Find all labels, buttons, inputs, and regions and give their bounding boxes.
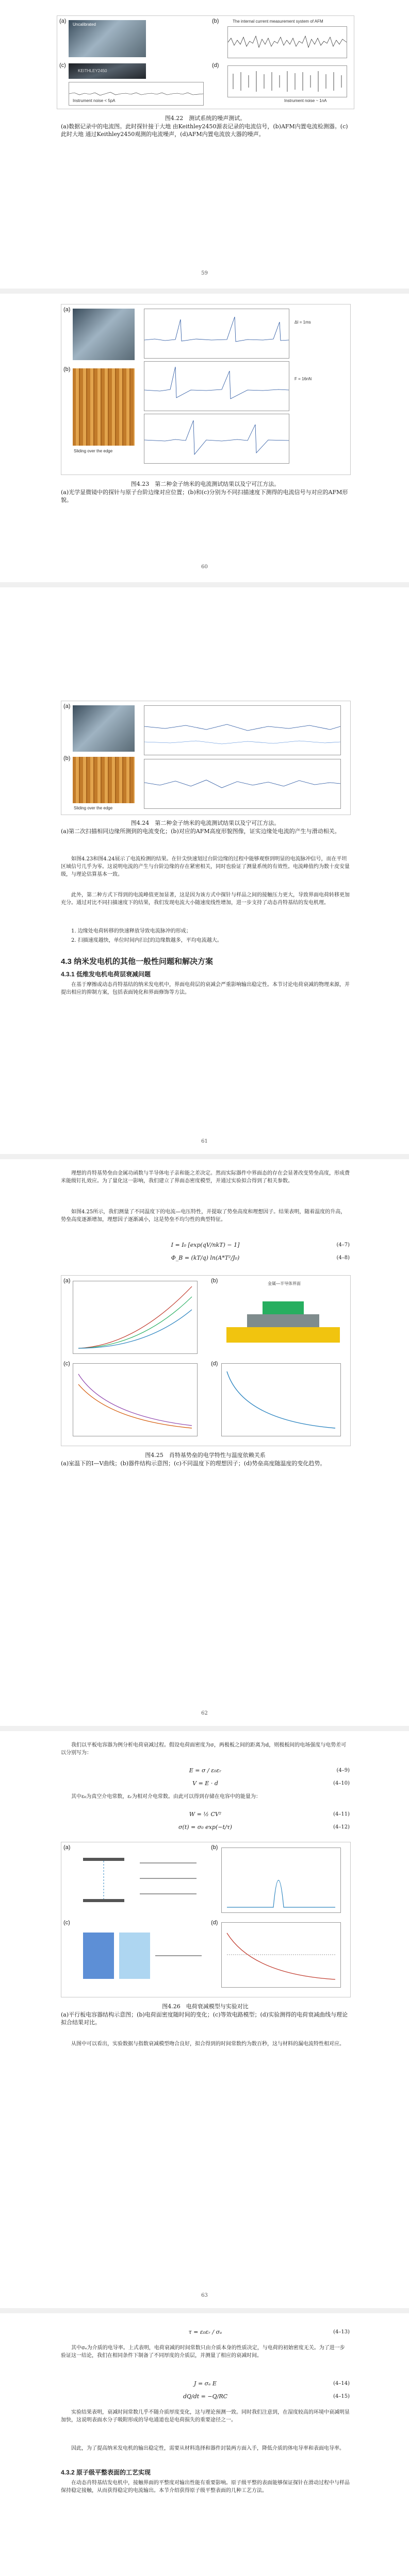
subfigure-label-c: (c) [63, 1920, 70, 1926]
equation-number: (4–15) [333, 2394, 350, 2399]
figure-4-26-caption-title: 图4.26 电荷衰减模型与实验对比 [162, 2003, 249, 2010]
equation-number: (4–13) [333, 2329, 350, 2335]
page-number: 63 [201, 2293, 208, 2298]
figure-4-23 [61, 304, 351, 475]
figure-4-25 [61, 1275, 351, 1446]
paragraph: 因此，为了提高纳米发电机的输出稳定性，需要从材料选择和器件封装两方面入手，降低介质的体电导率和表面电导率。 [71, 2446, 345, 2451]
subfigure-label-c: (c) [59, 62, 66, 69]
paragraph: 2. 扫描速度越快，单位时间内扫过的边缘数越多，平均电流越大。 [71, 938, 222, 943]
section-heading: 4.3 纳米发电机的其他一般性问题和解决方案 [61, 957, 214, 966]
paragraph: 我们以平板电容器为例分析电荷衰减过程。假设电荷面密度为σ，两极板之间的距离为d，则极板间的电场强度与电势差可以分别写为： [61, 1742, 347, 1756]
subfigure-label-a: (a) [63, 703, 71, 709]
paragraph: 此外，第二种方式下得到的电流峰值更加显著，这是因为该方式中探针与样品之间的接触压力更大，导致界面电荷转移更加充分。通过对比不同扫描速度下的结果，我们发现电流大小随速度线性增加，进一步支持了动态肖特基结的发电机理。 [61, 892, 350, 906]
paragraph: 实验结果表明，衰减时间常数几乎不随介质厚度变化，这与理论预测一致。同时我们注意到，在湿度较高的环境中衰减明显加快，这说明表面水分子吸附形成的导电通道也是电荷损失的重要途径之一。 [61, 2410, 350, 2423]
equation-number: (4–9) [336, 1768, 350, 1773]
page-number: 60 [201, 564, 208, 570]
subfigure-label-b: (b) [211, 1278, 218, 1284]
equation-number: (4–12) [333, 1824, 350, 1830]
paragraph: 理想的肖特基势垒由金属功函数与半导体电子亲和能之差决定。然而实际器件中界面态的存在会显著改变势垒高度，形成费米能级钉扎效应。为了量化这一影响，我们建立了界面态密度模型，并通过实验拟合得到了相关参数。 [61, 1171, 350, 1184]
current-signal-plot-4 [144, 705, 341, 755]
equation: E = σ / ε₀εᵣ [189, 1767, 222, 1774]
paragraph: 其中ε₀为真空介电常数，εᵣ为相对介电常数。由此可以得到存储在电容中的能量为： [71, 1794, 261, 1800]
page-3 [0, 587, 409, 1154]
equation-number: (4–7) [336, 1242, 350, 1248]
equation: I = I₀ [exp(qV/nkT) − 1] [171, 1242, 240, 1248]
current-signal-trace-1 [144, 309, 289, 358]
page-separator [0, 582, 409, 587]
current-signal-plot-2 [144, 361, 289, 411]
uncalibrated-label: Uncalibrated [73, 22, 96, 27]
figure-4-23-caption-body: (a)光学显微镜中的探针与原子台阶边缘对应位置；(b)和(c)分别为不同扫描速度下测得的电流信号与对应的AFM形貌。 [61, 489, 348, 503]
barrier-height-plot [221, 1363, 341, 1436]
subsection-heading: 4.3.1 低维发电机电荷层衰减问题 [61, 971, 151, 978]
current-signal-plot-3 [144, 414, 289, 464]
photo-probe-second [73, 705, 135, 752]
figure-4-26 [61, 1842, 351, 1997]
equivalent-circuit [73, 1922, 207, 1989]
page-4 [0, 1159, 409, 1726]
figure-4-26-caption-body: (a)平行板电容器结构示意图；(b)电荷面密度随时间的变化；(c)等效电路模型；(d)实验测得的电荷衰减曲线与理论拟合结果对比。 [61, 2011, 348, 2026]
sliding-note: Sliding over the edge [74, 449, 113, 453]
subfigure-label-a: (a) [63, 1278, 71, 1284]
afm-noise-trace [228, 27, 347, 58]
afm-system-title: The internal current measurement system of AFM [233, 19, 323, 24]
subfigure-label-b: (b) [63, 366, 71, 372]
page-separator [0, 2308, 409, 2313]
afm-noise-note: Instrument noise ~ 1nA [284, 98, 327, 103]
subfigure-label-b: (b) [63, 755, 71, 761]
equation: J = σₑ E [194, 2380, 217, 2387]
paragraph: 如图4.25所示，我们测量了不同温度下的电流—电压特性，并提取了势垒高度和理想因子。结果表明，随着温度的升高，势垒高度逐渐增加，理想因子逐渐减小，这是势垒不均匀性的典型特征。 [61, 1209, 346, 1223]
page-6 [0, 2313, 409, 2576]
page-5 [0, 1731, 409, 2308]
photo-probe-tip [73, 309, 135, 360]
paragraph: 其中σₑ为介质的电导率。上式表明，电荷衰减的时间常数只由介质本身的性质决定，与电荷的初始密度无关。为了进一步验证这一结论，我们在相同条件下制备了不同厚度的介质层，并测量了相应的衰减时间。 [61, 2345, 345, 2359]
figure-4-22-caption-title: 图4.22 测试系统的噪声测试。 [165, 115, 246, 122]
equation: τ = ε₀εᵣ / σₑ [188, 2329, 222, 2335]
current-signal-trace-4 [144, 706, 340, 755]
sliding-note: Sliding over the edge [74, 806, 113, 810]
figure-4-25-caption-title: 图4.25 肖特基势垒的电学特性与温度依赖关系 [145, 1452, 266, 1459]
figure-4-22 [57, 15, 354, 109]
iv-curve-traces [73, 1281, 197, 1353]
figure-4-24-caption-body: (a)第二次扫描相同边缘所测到的电流变化；(b)对应的AFM高度形貌图像，证实边缘处电流的产生与滑动相关。 [61, 828, 340, 835]
current-signal-trace-2 [144, 362, 289, 411]
figure-4-22-caption-body: (a)数据记录中的电流图。此时探针接于大地 由Keithley2450源表记录的电流信号，(b)AFM内置电流检测器。(c)此时大地 通过Keithley2450观测的电流噪声，(d)AFM内置电流放大器的噪声。 [61, 123, 348, 138]
equation-number: (4–10) [333, 1781, 350, 1786]
equation: σ(t) = σ₀ exp(−t/τ) [178, 1824, 232, 1831]
paragraph: 1. 边缘处电荷转移的快速释放导致电流脉冲的形成； [71, 928, 191, 934]
equation: W = ½ CV² [189, 1811, 222, 1818]
charge-density-plot [221, 1848, 341, 1913]
equation: Φ_B = (kT/q) ln(A*T²/J₀) [171, 1255, 240, 1261]
current-signal-trace-5 [144, 759, 340, 808]
page-2 [0, 294, 409, 582]
subfigure-label-d: (d) [211, 1920, 218, 1926]
current-signal-trace-3 [144, 414, 289, 463]
page-number: 59 [201, 270, 208, 276]
subsection-heading: 4.3.2 原子级平整表面的工艺实现 [61, 2469, 151, 2476]
legend-delta-i: ΔI = 1ms [295, 320, 311, 325]
current-signal-plot-5 [144, 759, 341, 809]
page-separator [0, 289, 409, 294]
paragraph: 如图4.23和图4.24展示了电流检测的结果。在针尖快速划过台阶边缘的过程中能够观察到明显的电流脉冲信号，而在平坦区域信号几乎为零。这说明电流的产生与台阶边缘的存在紧密相关，同时也验证了测量系统的有效性。电流峰值约为数十皮安量级，与理论估算基本一致。 [61, 856, 350, 877]
subfigure-label-a: (a) [63, 1844, 71, 1851]
subfigure-label-d: (d) [212, 62, 219, 69]
equation-number: (4–11) [333, 1811, 350, 1817]
page-separator [0, 1726, 409, 1731]
equation: V = E · d [192, 1780, 218, 1787]
page-number: 61 [201, 1139, 208, 1144]
page-separator [0, 1154, 409, 1159]
photo-afm-edge [73, 368, 135, 446]
page-1 [0, 0, 409, 289]
decay-curve-trace [222, 1923, 340, 1987]
photo-afm-height [73, 757, 135, 803]
legend-force: F = 16nN [295, 377, 312, 381]
barrier-height-traces [222, 1364, 340, 1436]
subfigure-label-a: (a) [59, 18, 67, 24]
figure-4-24-caption-title: 图4.24 第二种金子纳米的电流测试结果以及宁可江方法。 [130, 820, 280, 826]
device-structure [226, 1296, 340, 1348]
amplifier-noise-trace [228, 66, 347, 97]
subfigure-label-d: (d) [211, 1361, 218, 1367]
current-signal-plot-1 [144, 309, 289, 359]
equation: dQ/dt = −Q/RC [183, 2393, 228, 2400]
equation-number: (4–14) [333, 2381, 350, 2386]
capacitor-diagram [73, 1848, 207, 1914]
keithley-noise-note: Instrument noise < 5pA [73, 98, 116, 103]
subfigure-label-c: (c) [63, 1361, 70, 1367]
decay-curve-plot [221, 1922, 341, 1988]
ideality-factor-traces [73, 1364, 197, 1436]
figure-4-24 [61, 701, 351, 815]
charge-density-trace [222, 1848, 340, 1912]
equation-number: (4–8) [336, 1255, 350, 1261]
interface-label: 金属—半导体界面 [268, 1281, 301, 1286]
keithley-label: KEITHLEY2450 [78, 69, 107, 73]
subfigure-label-a: (a) [63, 307, 71, 313]
figure-4-25-caption-body: (a)室温下的I—V曲线；(b)器件结构示意图；(c)不同温度下的理想因子；(d)势垒高度随温度的变化趋势。 [61, 1460, 326, 1467]
paragraph: 在基于摩擦或动态肖特基结的纳米发电机中，界面电荷层的衰减会严重影响输出稳定性。本节讨论电荷衰减的物理来源，并提出相应的抑制方案，包括表面钝化和界面修饰等方法。 [61, 982, 350, 995]
paragraph: 在动态肖特基结发电机中，接触界面的平整度对输出性能有重要影响。原子级平整的表面能够保证探针在滑动过程中与样品保持稳定接触，从而获得稳定的电流输出。本节介绍获得原子级平整表面的几种工艺方法。 [61, 2480, 350, 2494]
page-number: 62 [201, 1710, 208, 1716]
subfigure-label-b: (b) [212, 18, 219, 24]
afm-noise-plot [227, 26, 347, 58]
ideality-factor-plot [73, 1363, 198, 1436]
amplifier-noise-plot [227, 65, 347, 97]
figure-4-23-caption-title: 图4.23 第二种金子纳米的电流测试结果以及宁可江方法。 [130, 481, 280, 487]
iv-curve-plot [73, 1281, 198, 1354]
subfigure-label-b: (b) [211, 1844, 218, 1851]
paragraph: 从图中可以看出，实验数据与指数衰减模型吻合良好，拟合得到的时间常数约为数百秒，这与材料的漏电流特性相对应。 [71, 2041, 345, 2047]
